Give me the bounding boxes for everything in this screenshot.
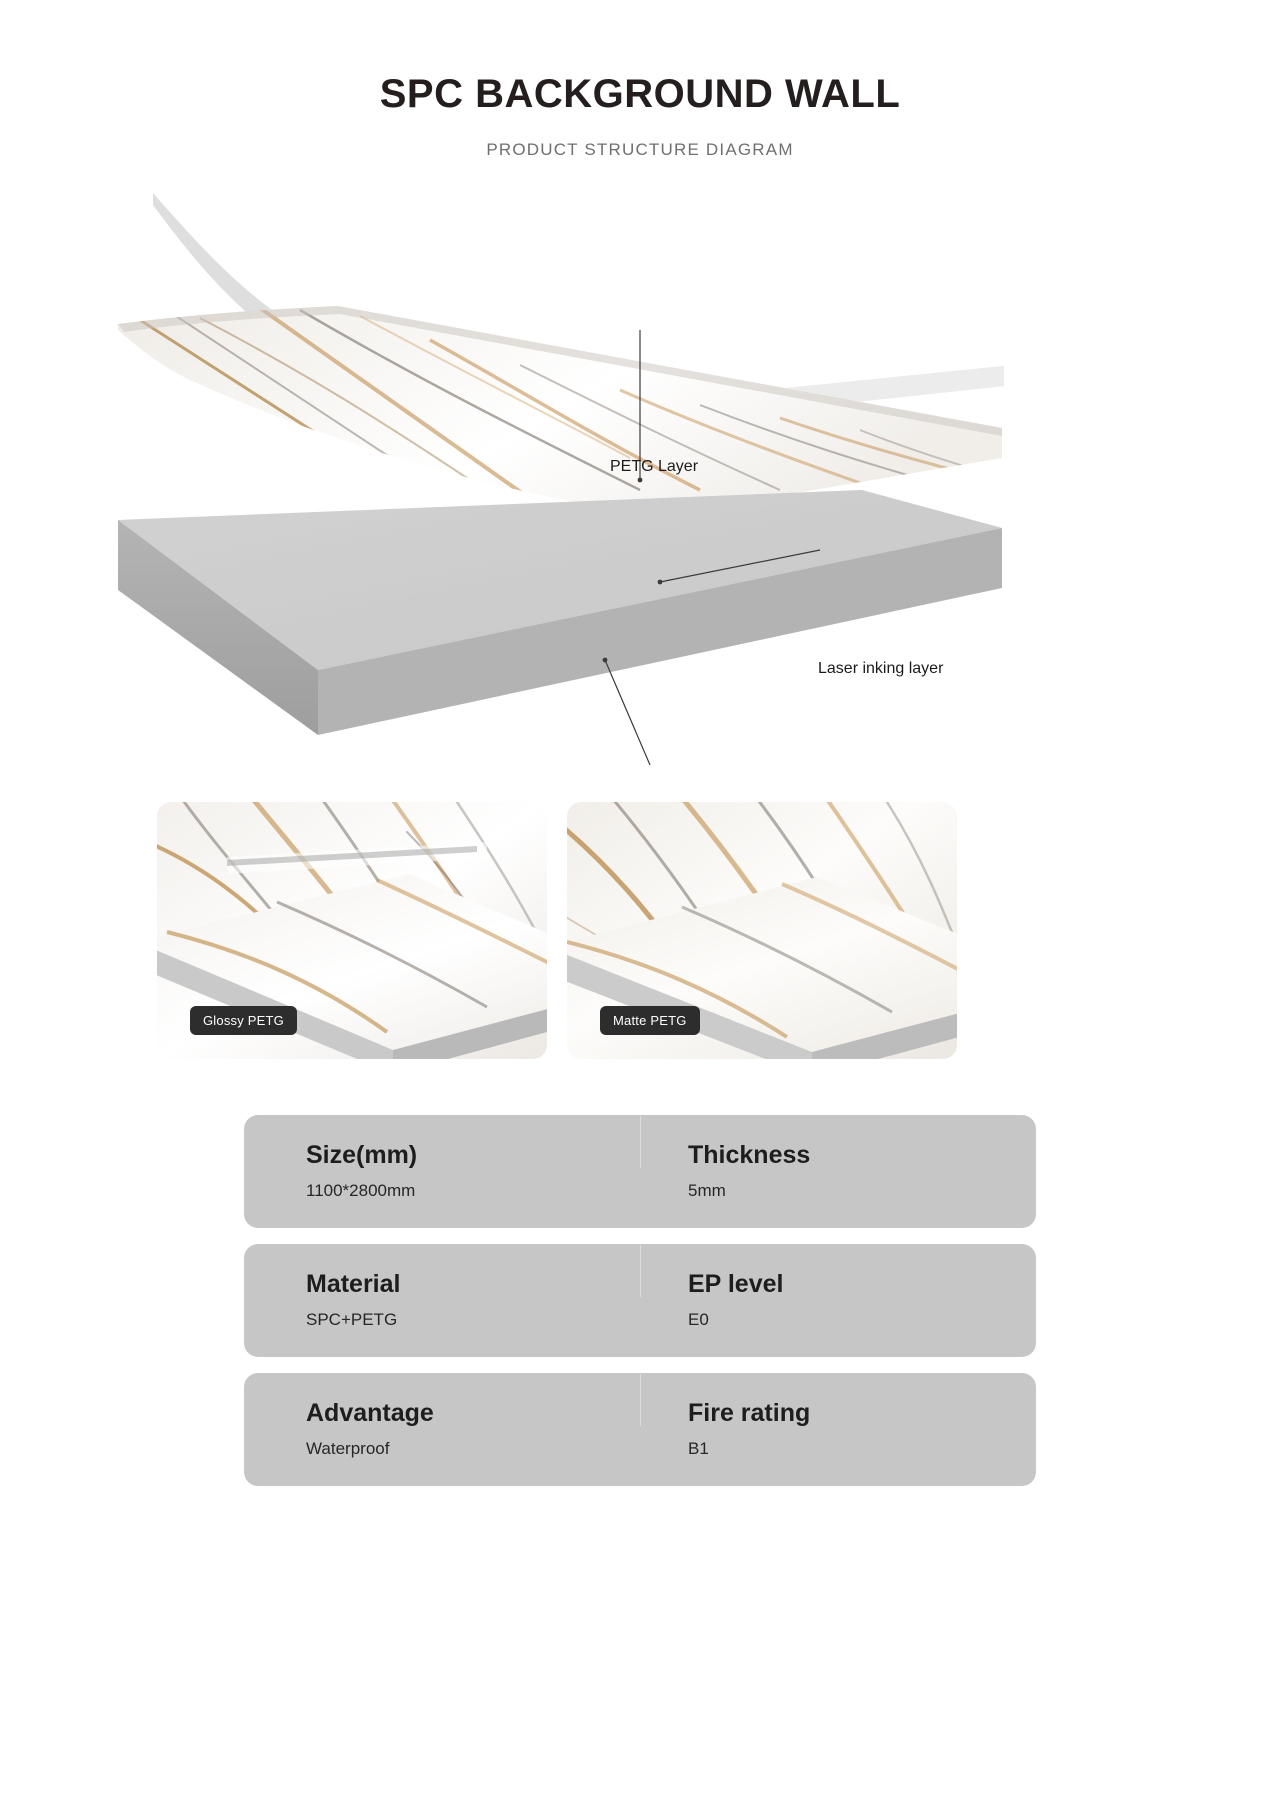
spec-value: B1 [688,1438,709,1458]
spec-value: 5mm [688,1180,726,1200]
page-header [0,0,1280,160]
callout-laser-inking-layer: Laser inking layer [818,660,944,677]
spec-row [244,1244,1036,1357]
spec-cell-fire-rating [640,1400,1036,1458]
spec-value: 1100*2800mm [306,1180,416,1200]
sample-card-glossy[interactable] [157,802,547,1059]
spec-row [244,1373,1036,1486]
spec-value: E0 [688,1309,709,1329]
sample-chip-glossy: Glossy PETG [190,1006,297,1035]
spec-cell-advantage [244,1400,640,1458]
spec-row [244,1115,1036,1228]
spec-cell-thickness [640,1142,1036,1200]
sample-gallery [0,802,1280,1072]
spec-label: EP level [688,1270,784,1299]
laser-inking-layer [118,306,1002,520]
spec-value: Waterproof [306,1438,390,1458]
specification-table [244,1115,1036,1486]
page-title: SPC BACKGROUND WALL [379,72,901,116]
diagram-illustration [0,190,1280,790]
callout-petg-layer: PETG Layer [610,458,699,475]
spec-cell-ep-level [640,1271,1036,1329]
spec-label: Size(mm) [306,1141,418,1170]
spec-cell-size [244,1142,640,1200]
page-subtitle: PRODUCT STRUCTURE DIAGRAM [486,140,794,159]
spec-label: Fire rating [688,1399,811,1428]
spc-wall-panel [118,490,1002,735]
spec-label: Advantage [306,1399,434,1428]
spec-cell-material [244,1271,640,1329]
spec-label: Thickness [688,1141,811,1170]
sample-card-matte[interactable] [567,802,957,1059]
spec-value: SPC+PETG [306,1309,398,1329]
sample-chip-matte: Matte PETG [600,1006,700,1035]
product-structure-diagram [0,190,1280,790]
spec-label: Material [306,1270,401,1299]
